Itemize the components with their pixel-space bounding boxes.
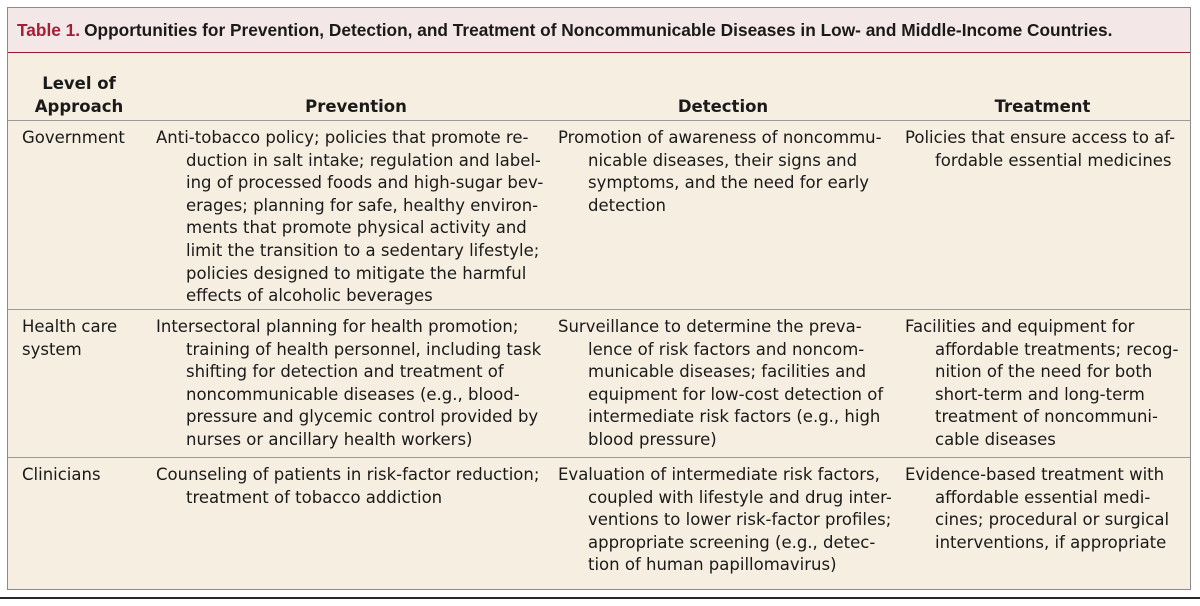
prevention-cell: Counseling of patients in risk-factor reduction; treatment of tobacco addiction xyxy=(156,465,540,507)
bottom-rule xyxy=(0,597,1200,599)
detection-cell: Evaluation of intermediate risk factors, coupled with lifestyle and drug inter- ventions to lower risk-factor profiles; appropriate screening (e.g., detec- tion of human papillomavirus) xyxy=(558,465,892,575)
table-row-government xyxy=(8,121,1190,310)
column-header-treatment: Treatment xyxy=(994,97,1091,116)
prevention-cell: Intersectoral planning for health promotion; training of health personnel, including task shifting for detection and treatment of noncommunicable diseases (e.g., blood- pressure and glycemic control provided by nurses or ancillary health workers) xyxy=(156,317,542,449)
row-level-cell: Government xyxy=(22,128,125,147)
column-header-detection: Detection xyxy=(677,97,769,116)
table-row-health-care-system xyxy=(8,310,1190,458)
row-level-cell: Clinicians xyxy=(22,465,101,484)
table-frame xyxy=(7,7,1191,590)
detection-cell: Promotion of awareness of noncommu- nicable diseases, their signs and symptoms, and the need for early detection xyxy=(558,128,882,215)
table-number: Table 1. xyxy=(17,19,81,40)
treatment-cell: Evidence-based treatment with affordable essential medi- cines; procedural or surgical interventions, if appropriate xyxy=(905,465,1170,552)
column-header-prevention: Prevention xyxy=(305,97,407,116)
detection-cell: Surveillance to determine the preva- lence of risk factors and noncom- municable diseases; facilities and equipment for low-cost detection of intermediate risk factors (e.g., high blood pressure) xyxy=(558,317,884,449)
prevention-cell: Anti-tobacco policy; policies that promote re- duction in salt intake; regulation and label- ing of processed foods and high-sugar bev- erages; planning for safe, healthy environ- ments that promote physical activity and limit the transition to a sedentary lifestyle; policies designed to mitigate the harmful effects of alcoholic beverages xyxy=(156,128,544,306)
table-row-clinicians xyxy=(8,458,1190,590)
column-header-level: Level of Approach xyxy=(34,74,124,116)
row-level-cell: Health care system xyxy=(22,317,118,359)
treatment-cell: Policies that ensure access to af- fordable essential medicines xyxy=(905,128,1176,170)
table-title: Opportunities for Prevention, Detection, and Treatment of Noncommunicable Diseases in Low- and Middle-Income Countries. xyxy=(84,19,1113,40)
table-title-bar xyxy=(8,8,1190,53)
treatment-cell: Facilities and equipment for affordable treatments; recog- nition of the need for both short-term and long-term treatment of noncommuni- cable diseases xyxy=(905,317,1179,449)
table-header-row xyxy=(8,53,1190,121)
